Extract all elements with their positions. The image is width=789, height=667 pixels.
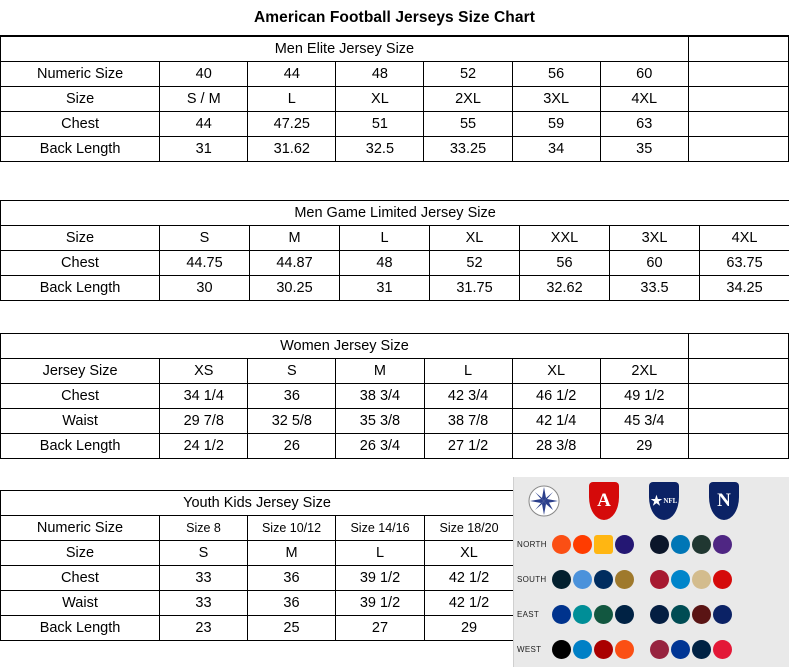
table-cell: 56	[520, 251, 610, 276]
table-cell: L	[340, 226, 430, 251]
team-logo-jets	[594, 605, 613, 624]
afc-west-teams	[552, 640, 650, 659]
men-game-limited-table	[0, 200, 789, 301]
section-heading-row	[1, 334, 789, 359]
team-logo-steelers	[594, 535, 613, 554]
table-cell: Size 8	[160, 516, 248, 541]
table-cell: 3XL	[512, 87, 600, 112]
team-logo-buccaneers	[713, 570, 732, 589]
row-label: Back Length	[1, 434, 160, 459]
team-logo-jaguars	[615, 570, 634, 589]
table-cell: 27 1/2	[424, 434, 512, 459]
row-label: Back Length	[1, 137, 160, 162]
team-logo-bears	[650, 535, 669, 554]
filler-cell	[688, 434, 788, 459]
table-cell: 4XL	[600, 87, 688, 112]
team-logo-chiefs	[713, 640, 732, 659]
nfc-south-teams	[650, 570, 782, 589]
table-cell: S	[248, 359, 336, 384]
filler-cell	[688, 359, 788, 384]
table-row	[1, 616, 514, 641]
filler-cell	[688, 334, 788, 359]
team-logo-browns	[573, 535, 592, 554]
team-logo-falcons	[650, 570, 669, 589]
table-cell: 31	[340, 276, 430, 301]
team-logo-49ers	[594, 640, 613, 659]
team-logo-bills	[552, 605, 571, 624]
table-row	[1, 591, 514, 616]
table-cell: 42 1/4	[512, 409, 600, 434]
team-logo-rams	[671, 640, 690, 659]
section-heading-row	[1, 491, 514, 516]
table-cell: 35	[600, 137, 688, 162]
row-label: Back Length	[1, 616, 160, 641]
team-logo-titans	[573, 570, 592, 589]
team-logo-dolphins	[573, 605, 592, 624]
table-cell: 40	[160, 62, 248, 87]
row-label: Size	[1, 87, 160, 112]
table-cell: 34 1/4	[160, 384, 248, 409]
nfc-logo-icon: N	[694, 479, 754, 523]
table-cell: 32 5/8	[248, 409, 336, 434]
table-cell: 32.5	[336, 137, 424, 162]
table-cell: Size 18/20	[425, 516, 514, 541]
table-row	[1, 434, 789, 459]
team-logo-giants	[713, 605, 732, 624]
table-cell: 60	[600, 62, 688, 87]
table-cell: 45 3/4	[600, 409, 688, 434]
team-logo-panthers	[671, 570, 690, 589]
team-logo-lions	[671, 535, 690, 554]
table-cell: XXL	[520, 226, 610, 251]
team-logo-cardinals	[650, 640, 669, 659]
division-row-west	[514, 632, 789, 667]
table-cell: 44	[160, 112, 248, 137]
table-cell: 51	[336, 112, 424, 137]
section-heading: Youth Kids Jersey Size	[1, 491, 514, 516]
table-cell: 39 1/2	[336, 566, 425, 591]
filler-cell	[688, 62, 788, 87]
nfc-east-teams	[650, 605, 782, 624]
table-cell: 60	[610, 251, 700, 276]
table-cell: 44.87	[250, 251, 340, 276]
team-logo-cowboys	[650, 605, 669, 624]
row-label: Numeric Size	[1, 516, 160, 541]
table-cell: 33.5	[610, 276, 700, 301]
table-cell: 36	[248, 384, 336, 409]
table-row	[1, 112, 789, 137]
team-logo-packers	[692, 535, 711, 554]
table-cell: 23	[160, 616, 248, 641]
table-cell: 24 1/2	[160, 434, 248, 459]
section-heading-row	[1, 37, 789, 62]
table-cell: 52	[424, 62, 512, 87]
team-logo-seahawks	[692, 640, 711, 659]
table-row	[1, 137, 789, 162]
afc-east-teams	[552, 605, 650, 624]
filler-cell	[688, 384, 788, 409]
team-logo-texans	[552, 570, 571, 589]
table-cell: Size 14/16	[336, 516, 425, 541]
team-logo-raiders	[552, 640, 571, 659]
table-cell: S	[160, 226, 250, 251]
table-cell: 38 3/4	[336, 384, 424, 409]
table-cell: XL	[430, 226, 520, 251]
section-heading-row	[1, 201, 789, 226]
table-cell: 26	[248, 434, 336, 459]
division-label: SOUTH	[517, 575, 547, 584]
table-cell: L	[336, 541, 425, 566]
table-cell: XL	[425, 541, 514, 566]
table-cell: S	[160, 541, 248, 566]
filler-cell	[688, 409, 788, 434]
table-cell: 31.75	[430, 276, 520, 301]
table-cell: 26 3/4	[336, 434, 424, 459]
table-cell: 63.75	[700, 251, 789, 276]
table-cell: 29	[600, 434, 688, 459]
table-cell: Size 10/12	[248, 516, 336, 541]
table-cell: 28 3/8	[512, 434, 600, 459]
table-cell: 56	[512, 62, 600, 87]
row-label: Chest	[1, 384, 160, 409]
table-cell: XL	[512, 359, 600, 384]
table-row	[1, 251, 789, 276]
division-row-east	[514, 597, 789, 632]
division-row-south	[514, 562, 789, 597]
table-row	[1, 62, 789, 87]
table-cell: 31	[160, 137, 248, 162]
table-cell: 33.25	[424, 137, 512, 162]
table-cell: 36	[248, 566, 336, 591]
row-label: Chest	[1, 251, 160, 276]
table-cell: M	[336, 359, 424, 384]
table-row	[1, 541, 514, 566]
table-cell: XS	[160, 359, 248, 384]
conference-logo-row	[514, 477, 789, 525]
team-logo-eagles	[671, 605, 690, 624]
table-cell: 48	[340, 251, 430, 276]
row-label: Jersey Size	[1, 359, 160, 384]
table-cell: 49 1/2	[600, 384, 688, 409]
table-cell: 42 3/4	[424, 384, 512, 409]
table-cell: 2XL	[424, 87, 512, 112]
table-cell: L	[424, 359, 512, 384]
table-cell: 42 1/2	[425, 591, 514, 616]
nfc-west-teams	[650, 640, 782, 659]
table-cell: 34	[512, 137, 600, 162]
row-label: Waist	[1, 409, 160, 434]
section-heading: Women Jersey Size	[1, 334, 689, 359]
division-label: NORTH	[517, 540, 547, 549]
row-label: Size	[1, 541, 160, 566]
table-cell: 39 1/2	[336, 591, 425, 616]
division-label: EAST	[517, 610, 540, 619]
youth-kids-table	[0, 490, 514, 641]
team-logo-patriots	[615, 605, 634, 624]
table-row	[1, 409, 789, 434]
table-cell: 35 3/8	[336, 409, 424, 434]
table-cell: 30.25	[250, 276, 340, 301]
table-cell: 32.62	[520, 276, 610, 301]
table-cell: 34.25	[700, 276, 789, 301]
league-star-logo-icon	[514, 479, 574, 523]
page-title-bar	[0, 0, 789, 36]
table-cell: 27	[336, 616, 425, 641]
team-logo-bengals	[552, 535, 571, 554]
nfc-north-teams	[650, 535, 782, 554]
table-cell: L	[248, 87, 336, 112]
table-cell: 44	[248, 62, 336, 87]
table-cell: 29	[425, 616, 514, 641]
table-cell: 44.75	[160, 251, 250, 276]
table-cell: 63	[600, 112, 688, 137]
row-label: Size	[1, 226, 160, 251]
men-elite-table	[0, 36, 789, 162]
table-cell: 36	[248, 591, 336, 616]
nfl-team-logos-panel	[513, 477, 789, 667]
row-label: Chest	[1, 566, 160, 591]
team-logo-broncos	[615, 640, 634, 659]
team-logo-ravens	[615, 535, 634, 554]
row-label: Numeric Size	[1, 62, 160, 87]
afc-logo-icon: A	[574, 479, 634, 523]
table-cell: M	[250, 226, 340, 251]
table-cell: 2XL	[600, 359, 688, 384]
nfl-shield-logo-icon: ★ NFL	[634, 479, 694, 523]
table-row	[1, 87, 789, 112]
section-heading: Men Elite Jersey Size	[1, 37, 689, 62]
row-label: Chest	[1, 112, 160, 137]
table-cell: 33	[160, 566, 248, 591]
table-cell: 25	[248, 616, 336, 641]
afc-north-teams	[552, 535, 650, 554]
table-row	[1, 384, 789, 409]
table-row	[1, 516, 514, 541]
afc-south-teams	[552, 570, 650, 589]
table-cell: 55	[424, 112, 512, 137]
table-cell: 30	[160, 276, 250, 301]
filler-cell	[688, 37, 788, 62]
section-heading: Men Game Limited Jersey Size	[1, 201, 789, 226]
division-row-north	[514, 527, 789, 562]
table-cell: 4XL	[700, 226, 789, 251]
division-label: WEST	[517, 645, 542, 654]
filler-cell	[688, 87, 788, 112]
team-logo-commanders	[692, 605, 711, 624]
table-row	[1, 276, 789, 301]
filler-cell	[688, 137, 788, 162]
table-row	[1, 226, 789, 251]
table-cell: 59	[512, 112, 600, 137]
table-cell: 48	[336, 62, 424, 87]
women-jersey-table	[0, 333, 789, 459]
table-cell: 38 7/8	[424, 409, 512, 434]
page-title: American Football Jerseys Size Chart	[254, 8, 535, 26]
table-row	[1, 566, 514, 591]
table-cell: 3XL	[610, 226, 700, 251]
table-row	[1, 359, 789, 384]
team-logo-saints	[692, 570, 711, 589]
row-label: Back Length	[1, 276, 160, 301]
filler-cell	[688, 112, 788, 137]
table-cell: M	[248, 541, 336, 566]
team-logo-chargers	[573, 640, 592, 659]
table-cell: 31.62	[248, 137, 336, 162]
table-cell: 47.25	[248, 112, 336, 137]
team-logo-colts	[594, 570, 613, 589]
table-cell: 42 1/2	[425, 566, 514, 591]
row-label: Waist	[1, 591, 160, 616]
team-logo-vikings	[713, 535, 732, 554]
table-cell: 52	[430, 251, 520, 276]
table-cell: S / M	[160, 87, 248, 112]
table-cell: XL	[336, 87, 424, 112]
table-cell: 29 7/8	[160, 409, 248, 434]
table-cell: 33	[160, 591, 248, 616]
table-cell: 46 1/2	[512, 384, 600, 409]
